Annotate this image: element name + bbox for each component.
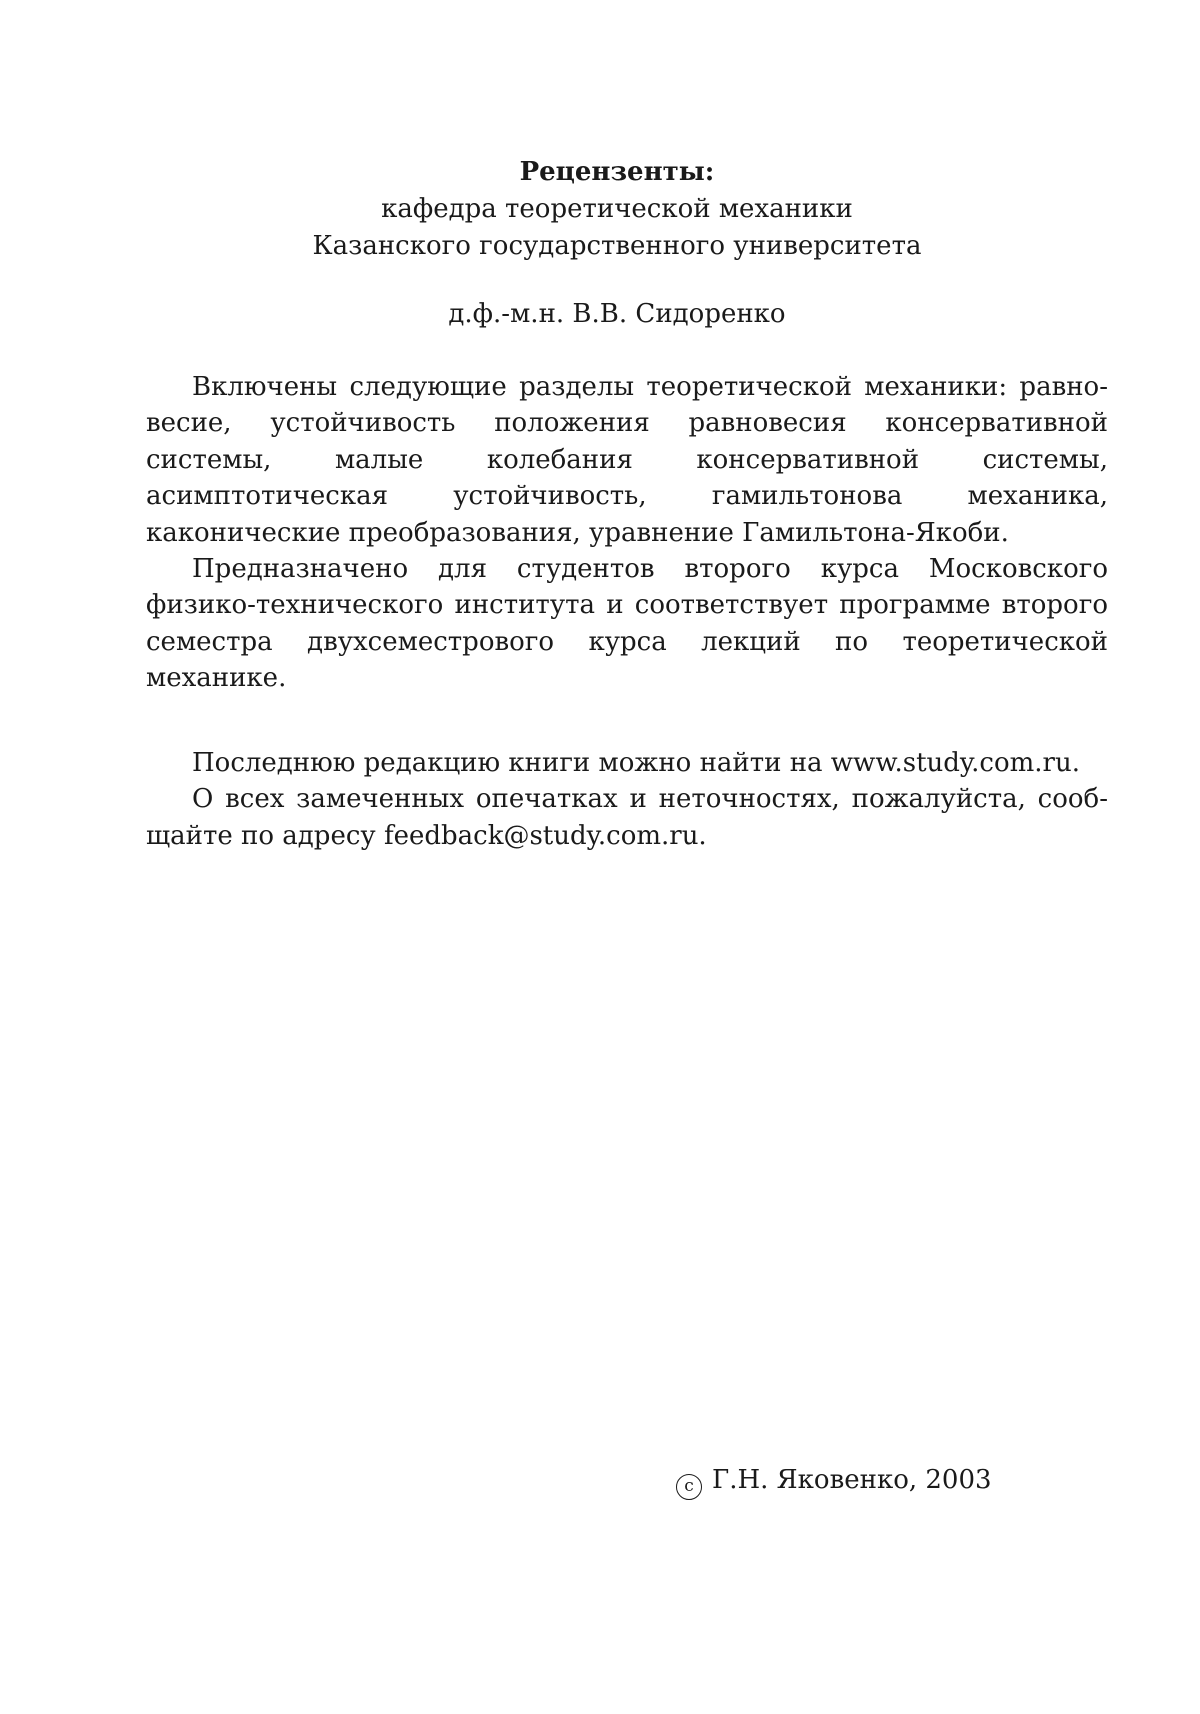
reviewers-heading: Рецензенты: [519, 157, 715, 187]
feedback-section [146, 745, 1108, 854]
summary-paragraph-contents: Включены следующие разделы теоретической механики: равновесие, устойчивость положения равновесия консервативной системы, малые колебания консервативной системы, асимптотическая устойчивость, гамильтонова механика, каконические преобразования, уравнение Гамильтона-Якоби. [146, 372, 1108, 548]
reviewers-block [0, 154, 1200, 265]
summary-section [146, 369, 1108, 697]
copyright-text: Г.Н. Яковенко, 2003 [712, 1465, 992, 1495]
copyright-icon: c [676, 1474, 702, 1500]
feedback-paragraph-latest-edition: Последнюю редакцию книги можно найти на www.study.com.ru. [192, 748, 1080, 778]
reviewer-organization-line1: кафедра теоретической механики [381, 194, 853, 224]
copyright-notice [676, 1462, 992, 1500]
feedback-paragraph-report-errors: О всех замеченных опечатках и неточностях, пожалуйста, сообщайте по адресу feedback@study.com.ru. [146, 784, 1108, 851]
reviewer-organization-line2: Казанского государственного университета [312, 231, 922, 261]
summary-paragraph-audience: Предназначено для студентов второго курса Московского физико-технического института и соответствует программе второго семестра двухсеместрового курса лекций по теоретической механике. [146, 554, 1108, 694]
reviewer-person: д.ф.-м.н. В.В. Сидоренко [448, 299, 786, 329]
